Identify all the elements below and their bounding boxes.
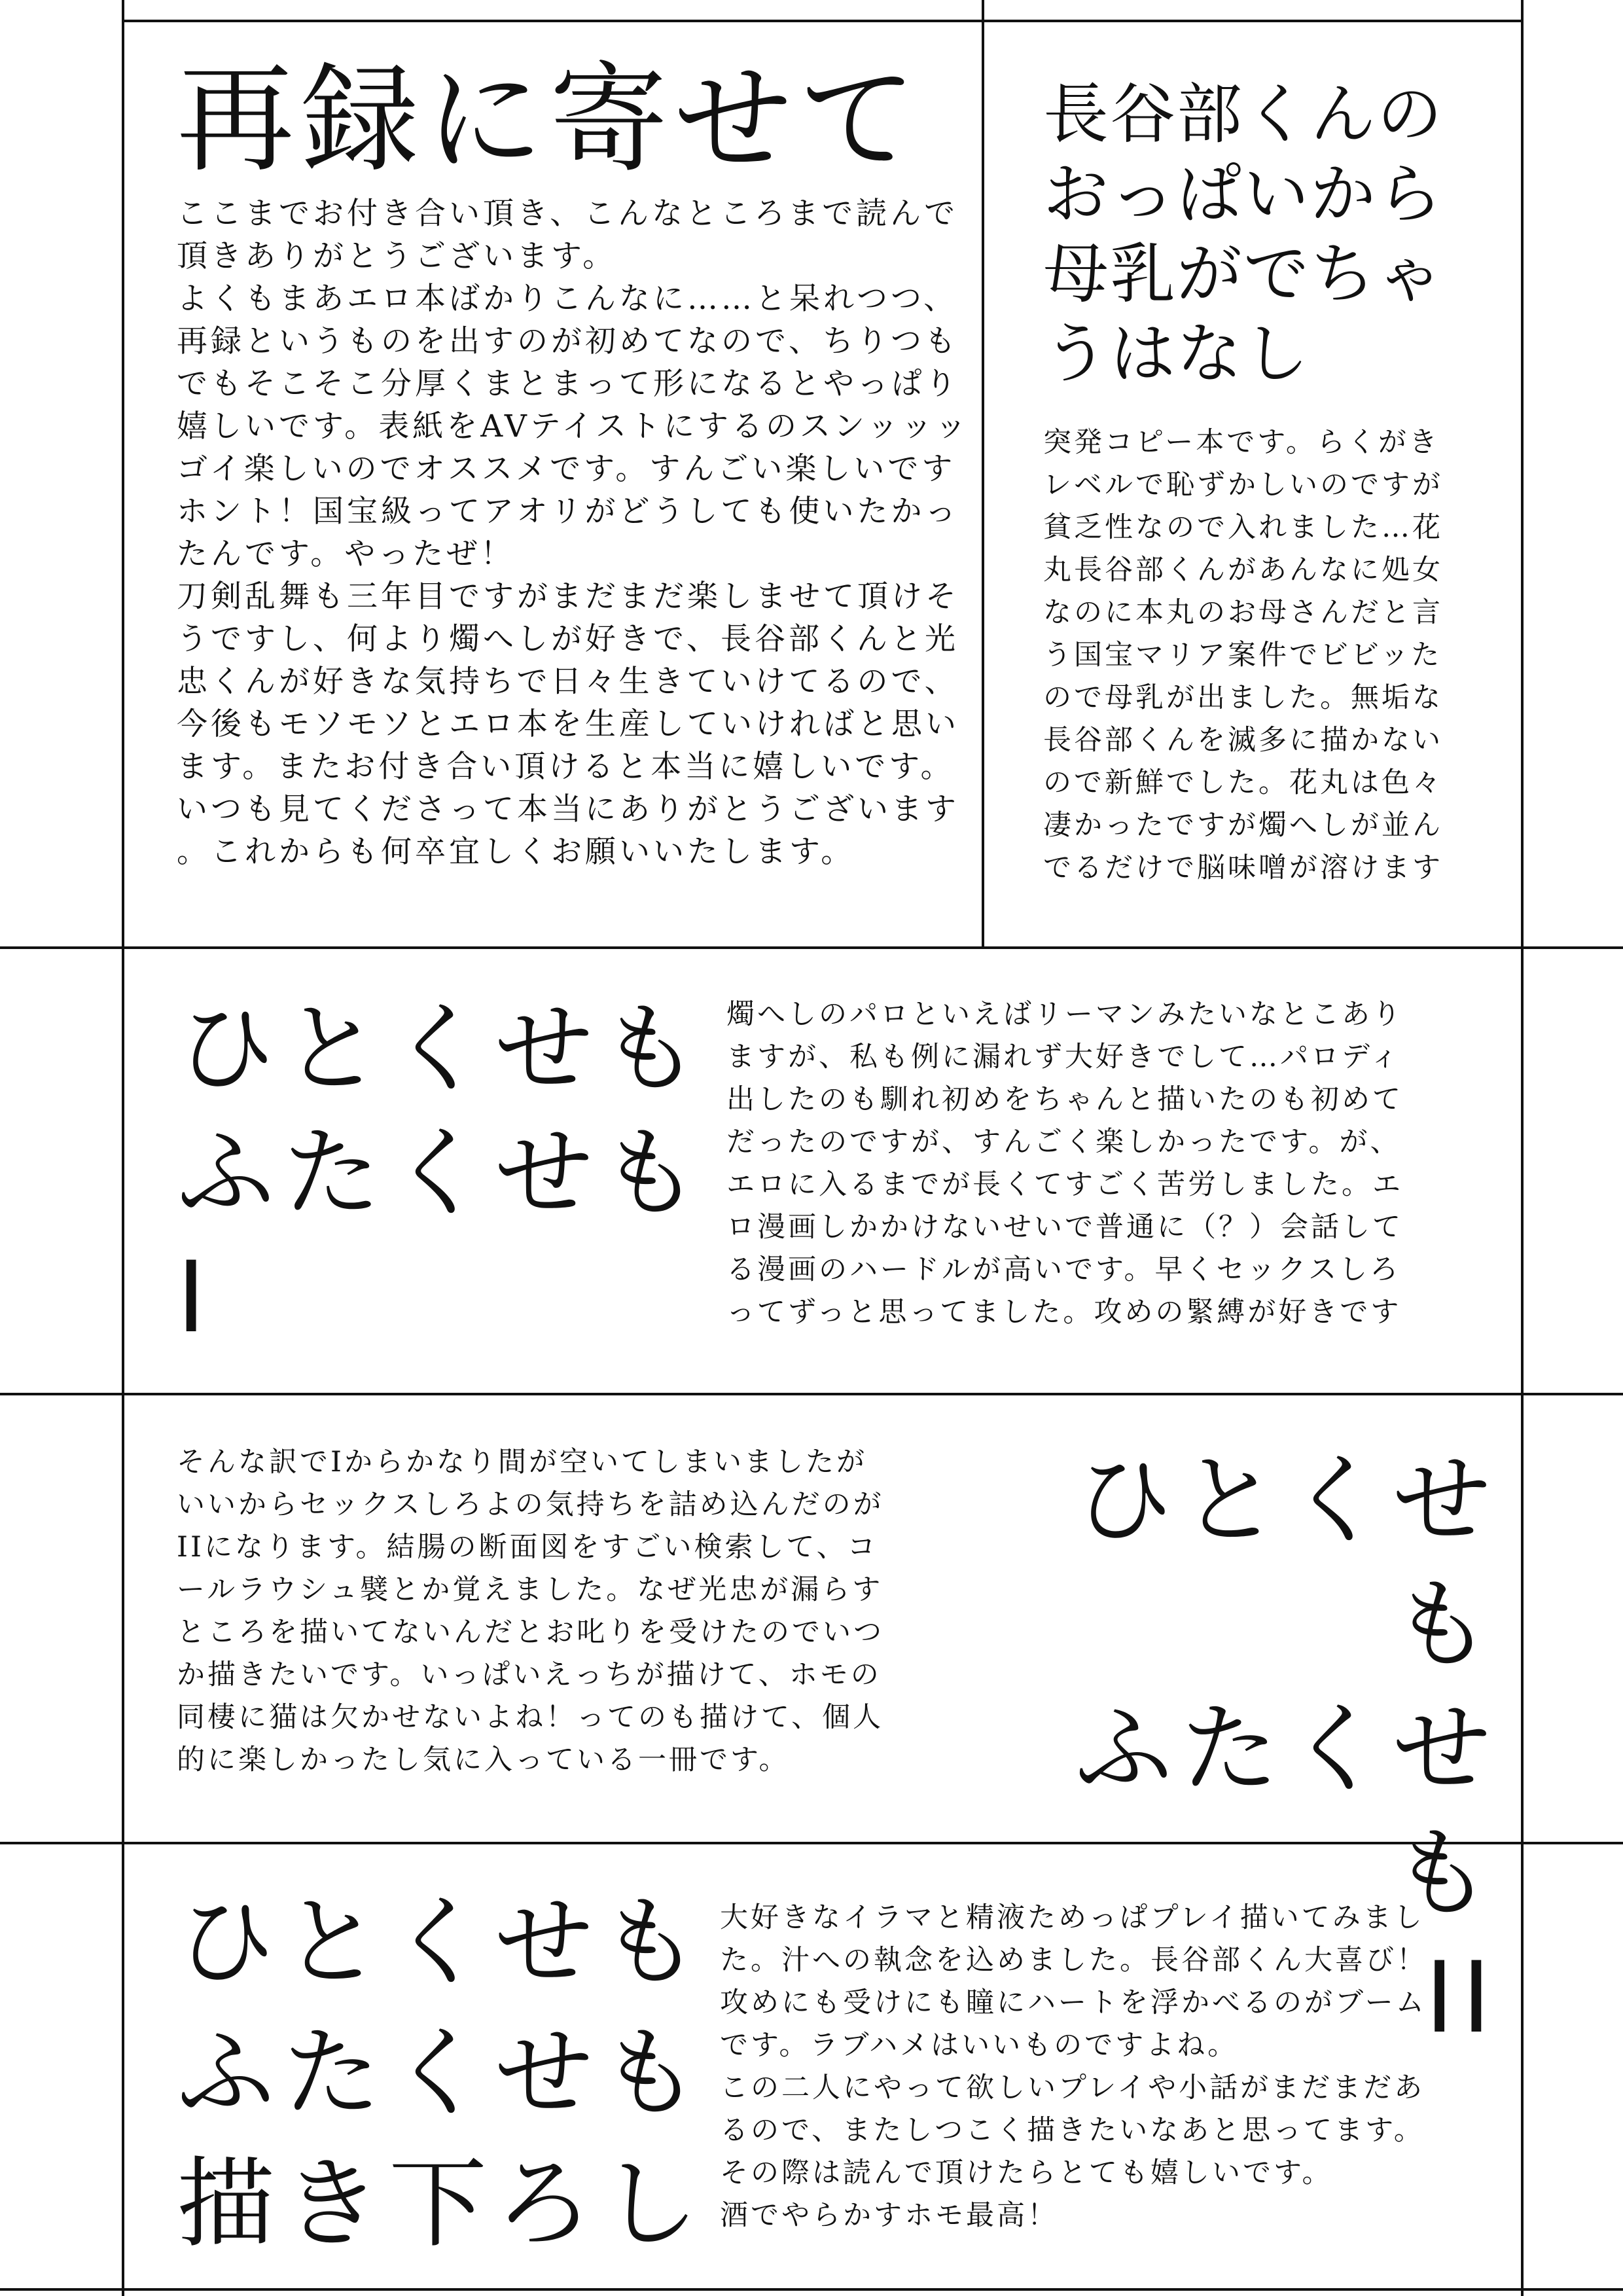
copybook-title: 長谷部くんの おっぱいから 母乳がでちゃ うはなし — [1043, 76, 1444, 392]
vol2-text: そんな訳でIからかなり間が空いてしまいましたが いいからセックスしろよの気持ちを詰め込んだのが IIになります。結腸の断面図をすごい検索して、コ ールラウシュ襞とか覚えました。なぜ光忠が漏らす ところを描いてないんだとお叱りを受けたのでいつ か描きたいです。いっぱいえっちが描けて、ホモの 同棲に猫は欠かせないよね！ってのも描けて、個人 的に楽しかったし気に入っている一冊です。 — [177, 1446, 884, 1776]
afterword-text: ここまでお付き合い頂き、こんなところまで読んで 頂きありがとうございます。 よくもまあエロ本ばかりこんなに……と呆れつつ、 再録というものを出すのが初めてなので、ちりつも でもそこそこ分厚くまとまって形になるとやっぱり 嬉しいです。表紙をAVテイストにするのスンッッッ ゴイ楽しいのでオススメです。すんごい楽しいです ホント！国宝級ってアオリがどうしても使いたかっ たんです。やったぜ！ 刀剣乱舞も三年目ですがまだまだ楽しませて頂けそ うですし、何より燭へしが好きで、長谷部くんと光 忠くんが好きな気持ちで日々生きていけてるので、 今後もモソモソとエロ本を生産していければと思い ます。またお付き合い頂けると本当に嬉しいです。 いつも見てくださって本当にありがとうございます 。これからも何卒宜しくお願いいたします。 — [177, 196, 970, 870]
copybook-text: 突発コピー本です。らくがき レベルで恥ずかしいのですが 貧乏性なので入れました…花 丸長谷部くんがあんなに処女 なのに本丸のお母さんだと言 う国宝マリア案件でビビッた ので母乳が出ました。無垢な 長谷部くんを滅多に描かない ので新鮮でした。花丸は色々 凄かったですが燭へしが並ん でるだけで脳味噌が溶けます — [1043, 426, 1443, 884]
extra-text: 大好きなイラマと精液ためっぱプレイ描いてみまし た。汁への執念を込めました。長谷部くん大喜び！ 攻めにも受けにも瞳にハートを浮かべるのがブーム です。ラブハメはいいものですよね。 この二人にやって欲しいプレイや小話がまだまだあ るので、またしつこく描きたいなあと思ってます。 その際は読んで頂けたらとても嬉しいです。 酒でやらかすホモ最高！ — [720, 1901, 1427, 2232]
extra-title: ひとくせも ふたくせも 描き下ろし — [177, 1886, 707, 2261]
bottom-rule — [0, 2288, 1623, 2291]
afterword-section — [124, 22, 982, 946]
right-border-line — [1521, 0, 1524, 2296]
vol1-text: 燭へしのパロといえばリーマンみたいなとこあり ますが、私も例に漏れず大好きでして…パロディ 出したのも馴れ初めをちゃんと描いたのも初めて だったのですが、すんごく楽しかったです。が、 エロに入るまでが長くてすごく苦労しました。エ ロ漫画しかかけないせいで普通に（？）会話して る漫画のハードルが高いです。早くセックスしろ ってずっと思ってました。攻めの緊縛が好きです — [726, 998, 1403, 1329]
vol2-title: ひとくせも ふたくせも II — [1074, 1444, 1499, 2055]
afterword-title: 再録に寄せて — [177, 52, 923, 188]
column-divider-top-strip — [982, 0, 984, 22]
afterword-body — [177, 192, 982, 873]
vol2-section — [124, 1395, 1521, 2055]
copybook-body — [1043, 422, 1514, 889]
vol2-body — [177, 1441, 1027, 1782]
vol1-title: ひとくせも ふたくせも I — [177, 992, 707, 1355]
vol1-body — [726, 994, 1512, 1334]
vol1-section — [124, 949, 1521, 1393]
copybook-section — [984, 22, 1521, 946]
extra-section — [124, 1844, 1521, 2288]
extra-body — [720, 1897, 1518, 2237]
